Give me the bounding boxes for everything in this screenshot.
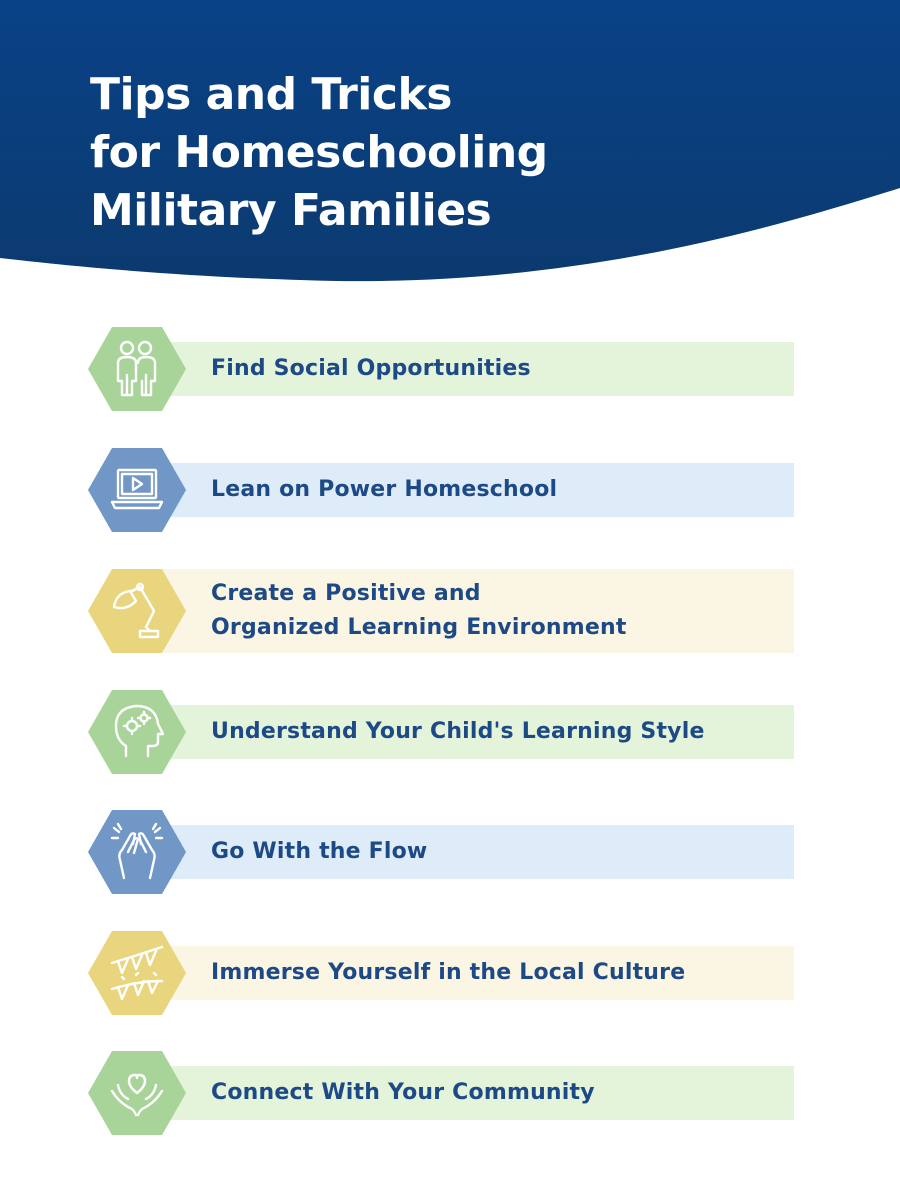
title-line: Military Families (90, 185, 492, 236)
tip-hexagon (88, 810, 186, 894)
tip-label: Lean on Power Homeschool (211, 477, 558, 502)
tip-item (88, 448, 794, 532)
tip-label: Understand Your Child's Learning Style (211, 719, 705, 744)
tip-item (88, 327, 794, 411)
tip-item (88, 569, 794, 653)
laptop-video-icon (110, 460, 164, 520)
tip-label: Go With the Flow (211, 839, 428, 864)
tip-label-line: Create a Positive and (211, 581, 481, 606)
title-line: Tips and Tricks (90, 69, 452, 120)
festive-flags-icon (110, 943, 164, 1003)
family-icon (110, 339, 164, 399)
tip-hexagon (88, 327, 186, 411)
tip-item (88, 1051, 794, 1135)
title-line: for Homeschooling (90, 127, 548, 178)
brain-gears-icon (110, 702, 164, 762)
tip-hexagon (88, 569, 186, 653)
tip-label: Connect With Your Community (211, 1080, 595, 1105)
tip-label: Immerse Yourself in the Local Culture (211, 960, 686, 985)
tip-hexagon (88, 448, 186, 532)
tip-hexagon (88, 690, 186, 774)
desk-lamp-icon (110, 581, 164, 641)
tip-label (211, 577, 774, 645)
tip-hexagon (88, 1051, 186, 1135)
tip-label-line: Organized Learning Environment (211, 615, 627, 640)
tip-item (88, 931, 794, 1015)
tip-hexagon (88, 931, 186, 1015)
tip-item (88, 690, 794, 774)
hands-heart-icon (110, 1063, 164, 1123)
high-five-icon (110, 822, 164, 882)
tip-item (88, 810, 794, 894)
tip-label: Find Social Opportunities (211, 356, 531, 381)
